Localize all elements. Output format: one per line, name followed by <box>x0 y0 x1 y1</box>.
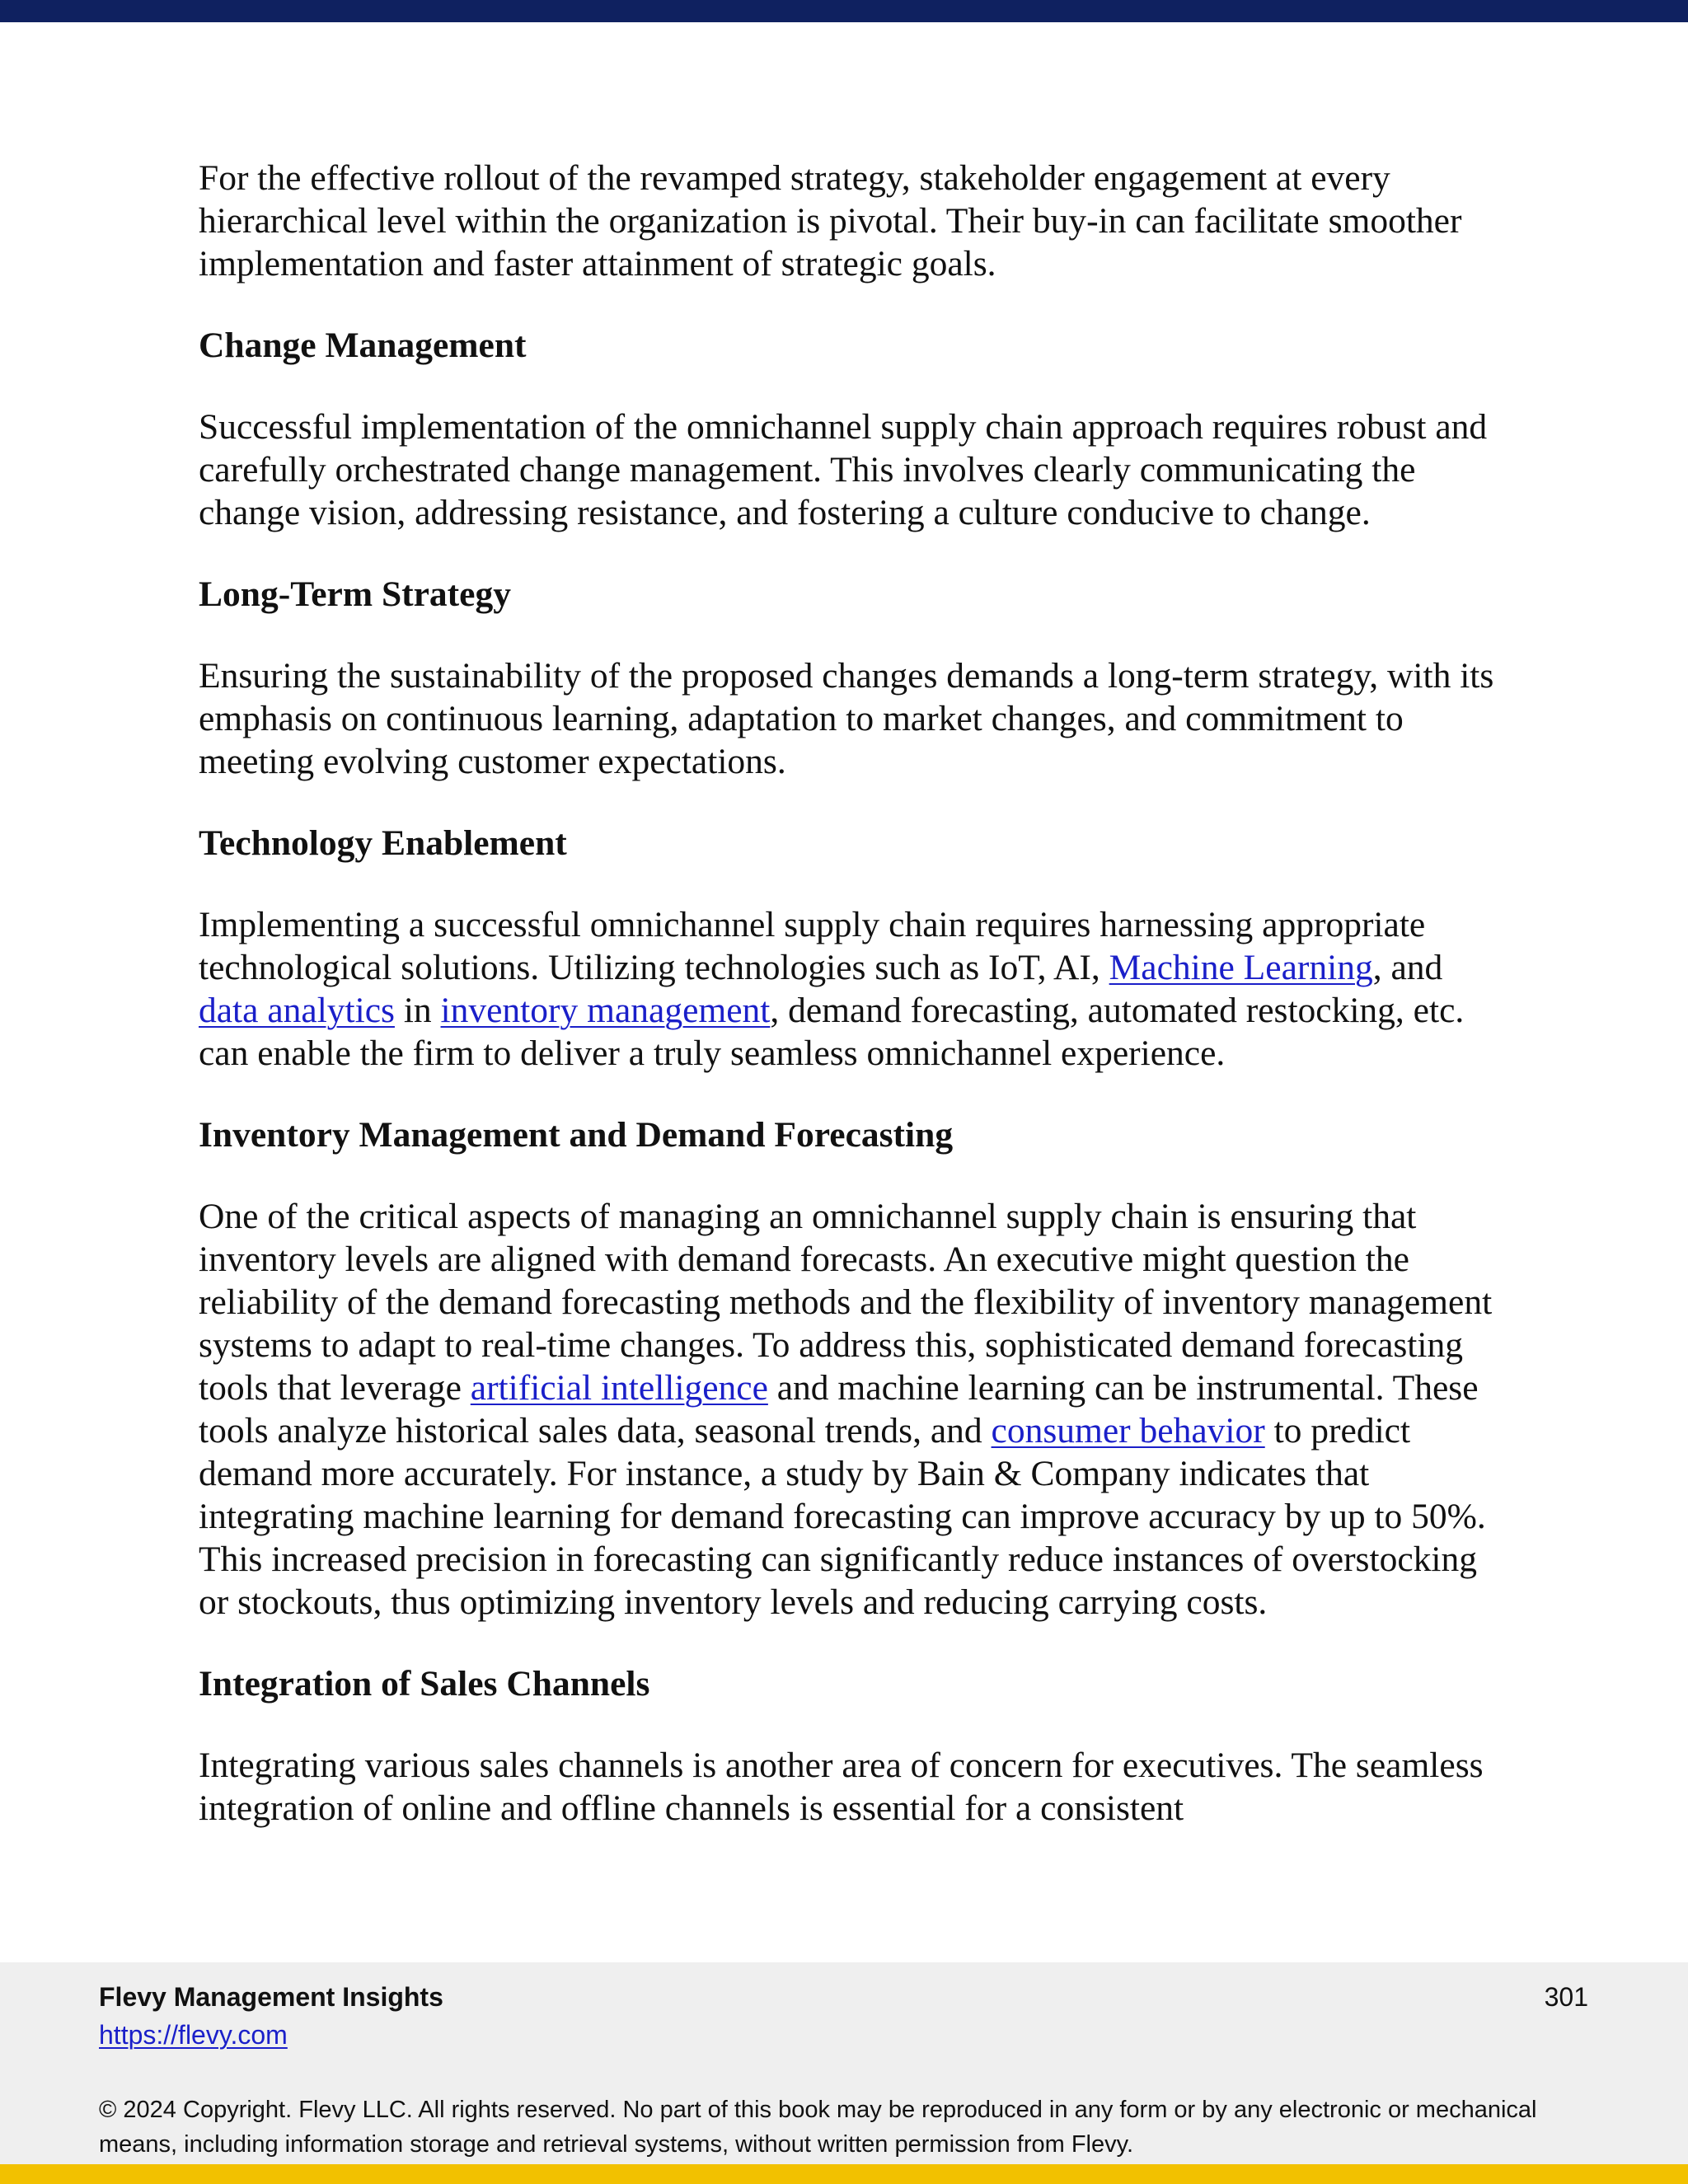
heading-long-term-strategy: Long-Term Strategy <box>199 574 511 614</box>
page-body <box>199 157 1501 1868</box>
link-artificial-intelligence[interactable]: artificial intelligence <box>470 1368 768 1408</box>
heading-inventory-demand-forecasting: Inventory Management and Demand Forecasting <box>199 1115 954 1155</box>
footer-website-link[interactable]: https://flevy.com <box>99 2020 288 2050</box>
heading-technology-enablement: Technology Enablement <box>199 823 567 863</box>
paragraph-inventory-demand-forecasting <box>199 1195 1501 1624</box>
text-span: to predict demand more accurately. For instance, a study by Bain & Company indicates that integrating machine learning for demand forecasting can improve accuracy by up to 50%. This increased precision in forecasting can significantly reduce instances of overstocking or stockouts, thus optimizing inventory levels and reducing carrying costs. <box>199 1411 1486 1622</box>
link-data-analytics[interactable]: data analytics <box>199 991 395 1030</box>
page-number: 301 <box>1544 1982 1588 2012</box>
link-inventory-management[interactable]: inventory management <box>440 991 771 1030</box>
link-machine-learning[interactable]: Machine Learning <box>1109 948 1373 987</box>
text-span: , demand forecasting, automated restocking, etc. can enable the firm to deliver a truly seamless omnichannel experience. <box>199 991 1465 1073</box>
text-span: , and <box>1372 948 1443 987</box>
copyright-notice: © 2024 Copyright. Flevy LLC. All rights reserved. No part of this book may be reproduced in any form or by any electronic or mechanical means, including information storage and retrieval systems, without written permission from Flevy. <box>99 2097 1537 2158</box>
top-accent-bar <box>0 0 1688 22</box>
text-span: in <box>394 991 441 1030</box>
page-footer <box>0 1962 1688 2164</box>
heading-change-management: Change Management <box>199 326 527 365</box>
bottom-accent-bar <box>0 2164 1688 2184</box>
link-consumer-behavior[interactable]: consumer behavior <box>991 1411 1265 1451</box>
paragraph-long-term-strategy: Ensuring the sustainability of the proposed changes demands a long-term strategy, with its emphasis on continuous learning, adaptation to market changes, and commitment to meeting evolving customer expectations. <box>199 656 1494 781</box>
text-span: One of the critical aspects of managing an omnichannel supply chain is ensuring that inventory levels are aligned with demand forecasts. An executive might question the reliability of the demand forecasting methods and the flexibility of inventory management systems to adapt to real-time changes. To address this, sophisticated demand forecasting tools that leverage <box>199 1197 1493 1408</box>
footer-publication-title: Flevy Management Insights <box>99 1982 443 2012</box>
paragraph-technology-enablement <box>199 903 1501 1075</box>
text-span: Implementing a successful omnichannel supply chain requires harnessing appropriate technological solutions. Utilizing technologies such as IoT, AI, <box>199 905 1426 987</box>
paragraph-stakeholder-engagement: For the effective rollout of the revamped strategy, stakeholder engagement at every hierarchical level within the organization is pivotal. Their buy-in can facilitate smoother implementation and faster attainment of strategic goals. <box>199 158 1462 284</box>
paragraph-change-management: Successful implementation of the omnichannel supply chain approach requires robust and carefully orchestrated change management. This involves clearly communicating the change vision, addressing resistance, and fostering a culture conducive to change. <box>199 407 1488 532</box>
paragraph-integration-sales-channels: Integrating various sales channels is another area of concern for executives. The seamless integration of online and offline channels is essential for a consistent <box>199 1746 1484 1828</box>
heading-integration-sales-channels: Integration of Sales Channels <box>199 1664 650 1704</box>
text-span: and machine learning can be instrumental. These tools analyze historical sales data, seasonal trends, and <box>199 1368 1479 1451</box>
